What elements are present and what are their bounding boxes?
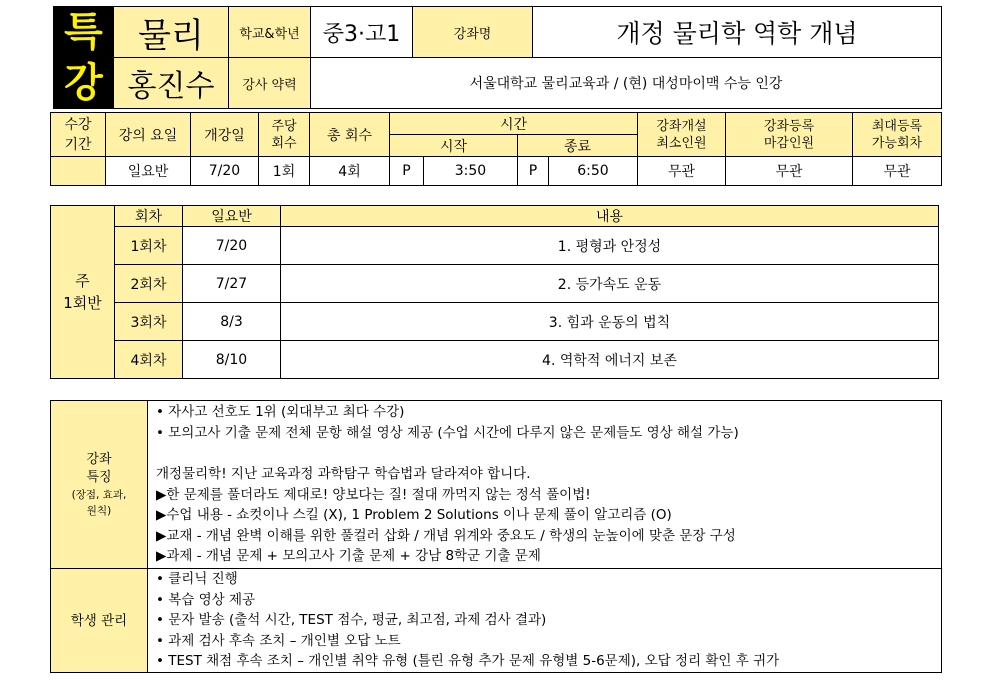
management-line: • 복습 영상 제공 (156, 591, 256, 608)
min-people-label: 강좌개설 최소인원 (638, 113, 726, 157)
feature-line: • 모의고사 기출 문제 전체 문항 해설 영상 제공 (수업 시간에 다루지 않은 문제들도 영상 해설 가능) (156, 424, 739, 441)
start-time: 3:50 (424, 157, 518, 186)
content-cell: 1. 평형과 안정성 (281, 227, 939, 265)
content-cell: 2. 등가속도 운동 (281, 265, 939, 303)
header-table (53, 6, 942, 109)
teacher-bio: 서울대학교 물리교육과 / (현) 대성마이맥 수능 인강 (311, 58, 942, 109)
col-session-header: 회차 (115, 206, 183, 227)
feature-line (156, 443, 941, 464)
schedule-table (50, 112, 942, 186)
end-time: 6:50 (549, 157, 638, 186)
deadline-value: 무관 (726, 157, 853, 186)
management-line: • 클리닉 진행 (156, 571, 238, 588)
period-label: 수강 기간 (51, 113, 106, 157)
weekly-count-label: 주당 회수 (259, 113, 310, 157)
features-label: 강좌 특징 (장점, 효과, 원칙) (51, 401, 148, 569)
feature-line: 개정물리학! 지난 교육과정 과학탐구 학습법과 달라져야 합니다. (156, 465, 531, 482)
bio-label: 강사 약력 (229, 58, 311, 109)
time-end-label: 종료 (518, 135, 638, 157)
feature-line: ▶한 문제를 풀더라도 제대로! 양보다는 질! 절대 까먹지 않는 정석 풀이법! (156, 486, 591, 503)
weekly-count-value: 1회 (259, 157, 310, 186)
session-cell: 3회차 (115, 303, 183, 341)
management-label: 학생 관리 (51, 569, 148, 673)
max-sessions-label: 최대등록 가능회차 (853, 113, 942, 157)
total-count-value: 4회 (310, 157, 390, 186)
content-cell: 4. 역학적 에너지 보존 (281, 341, 939, 379)
features-table (50, 400, 942, 673)
session-cell: 2회차 (115, 265, 183, 303)
start-date-value: 7/20 (191, 157, 259, 186)
col-day-header: 일요반 (183, 206, 281, 227)
feature-line: • 자사고 선호도 1위 (외대부고 최다 수강) (156, 404, 405, 421)
subject-name: 물리 (114, 7, 229, 58)
weekday-label: 강의 요일 (106, 113, 191, 157)
table-row (51, 265, 939, 303)
deadline-label: 강좌등록 마감인원 (726, 113, 853, 157)
weekly-side-label: 주 1회반 (51, 206, 115, 379)
feature-line: ▶교재 - 개념 완벽 이해를 위한 풀컬러 삽화 / 개념 위계와 중요도 / 학생의 눈높이에 맞춘 문장 구성 (156, 527, 736, 544)
end-ampm: P (518, 157, 549, 186)
total-count-label: 총 회수 (310, 113, 390, 157)
teacher-name: 홍진수 (114, 58, 229, 109)
content-cell: 3. 힘과 운동의 법칙 (281, 303, 939, 341)
date-cell: 7/20 (183, 227, 281, 265)
min-people-value: 무관 (638, 157, 726, 186)
time-start-label: 시작 (390, 135, 518, 157)
school-grade-value: 중3·고1 (311, 7, 413, 58)
table-row (51, 303, 939, 341)
col-content-header: 내용 (281, 206, 939, 227)
date-cell: 7/27 (183, 265, 281, 303)
period-label-fill (51, 157, 106, 186)
course-name-label: 강좌명 (413, 7, 533, 58)
tag-line-2: 강 (54, 58, 114, 109)
table-row (51, 341, 939, 379)
weekly-table (50, 205, 939, 379)
date-cell: 8/10 (183, 341, 281, 379)
start-ampm: P (390, 157, 424, 186)
session-cell: 1회차 (115, 227, 183, 265)
feature-line: ▶수업 내용 - 쇼컷이나 스킬 (X), 1 Problem 2 Solutions 이나 문제 풀이 알고리즘 (O) (156, 507, 672, 524)
table-row (51, 227, 939, 265)
course-name: 개정 물리학 역학 개념 (533, 7, 942, 58)
max-sessions-value: 무관 (853, 157, 942, 186)
feature-line: ▶과제 - 개념 문제 + 모의고사 기출 문제 + 강남 8학군 기출 문제 (156, 548, 541, 565)
date-cell: 8/3 (183, 303, 281, 341)
start-date-label: 개강일 (191, 113, 259, 157)
time-label: 시간 (390, 113, 638, 135)
management-line: • 문자 발송 (출석 시간, TEST 점수, 평균, 최고점, 과제 검사 결과) (156, 612, 547, 629)
management-line: • 과제 검사 후속 조치 – 개인별 오답 노트 (156, 632, 401, 649)
tag-line-1: 특 (54, 7, 114, 58)
features-content (148, 401, 942, 569)
weekday-value: 일요반 (106, 157, 191, 186)
management-line: • TEST 채점 후속 조치 – 개인별 취약 유형 (틀린 유형 추가 문제 유형별 5-6문제), 오답 정리 확인 후 귀가 (156, 653, 780, 670)
school-grade-label: 학교&학년 (229, 7, 311, 58)
management-content (148, 569, 942, 673)
session-cell: 4회차 (115, 341, 183, 379)
